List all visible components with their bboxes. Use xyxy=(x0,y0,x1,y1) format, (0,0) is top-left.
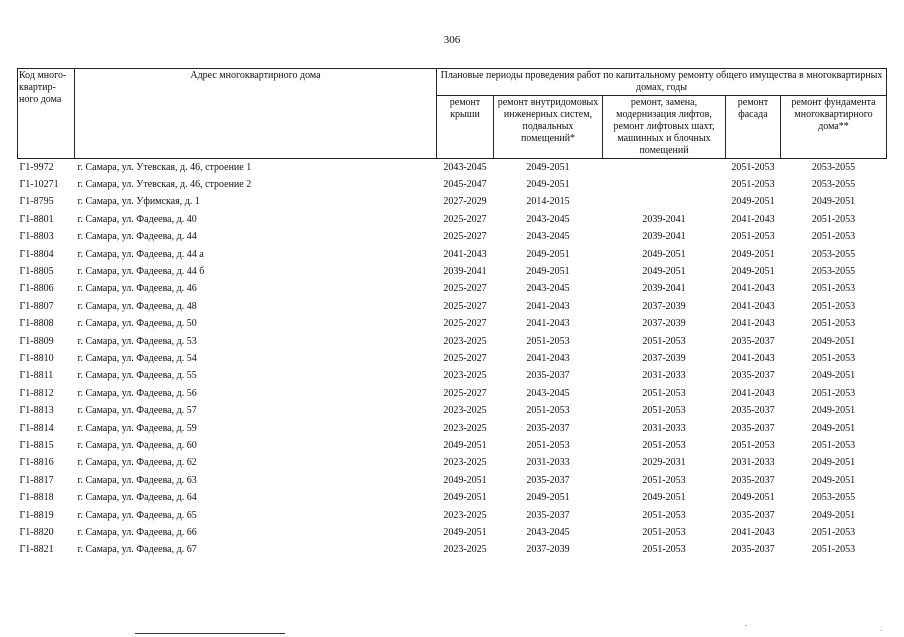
house-code: Г1-8812 xyxy=(19,387,54,399)
foundation-period: 2051-2053 xyxy=(811,300,856,312)
table-row xyxy=(18,316,887,333)
facade-period: 2035-2037 xyxy=(731,335,775,347)
systems-period: 2051-2053 xyxy=(526,335,570,347)
table-row xyxy=(18,524,887,541)
elevators-period: 2051-2053 xyxy=(642,509,686,521)
foundation-period: 2051-2053 xyxy=(811,439,856,451)
facade-period: 2051-2053 xyxy=(731,231,775,243)
facade-period: 2035-2037 xyxy=(731,474,775,486)
foundation-period: 2049-2051 xyxy=(811,405,856,417)
roof-period: 2023-2025 xyxy=(443,405,487,417)
table-row xyxy=(18,246,887,263)
facade-period: 2035-2037 xyxy=(731,422,775,434)
house-address: г. Самара, ул. Фадеева, д. 50 xyxy=(77,318,197,330)
header-foundation: ремонт фундамента многоквартирного дома** xyxy=(781,96,887,159)
systems-period: 2035-2037 xyxy=(526,509,570,521)
foundation-period: 2051-2053 xyxy=(811,352,856,364)
facade-period: 2049-2051 xyxy=(731,196,775,208)
foundation-period: 2051-2053 xyxy=(811,231,856,243)
house-address: г. Самара, ул. Фадеева, д. 56 xyxy=(77,387,197,399)
elevators-period: 2031-2033 xyxy=(642,370,686,382)
house-address: г. Самара, ул. Фадеева, д. 64 xyxy=(77,492,197,504)
facade-period: 2035-2037 xyxy=(731,544,775,556)
roof-period: 2025-2027 xyxy=(443,300,487,312)
systems-period: 2035-2037 xyxy=(526,422,570,434)
foundation-period: 2051-2053 xyxy=(811,318,856,330)
house-address: г. Самара, ул. Фадеева, д. 53 xyxy=(77,335,197,347)
house-address: г. Самара, ул. Фадеева, д. 63 xyxy=(77,474,197,486)
house-code: Г1-8815 xyxy=(19,439,54,451)
roof-period: 2023-2025 xyxy=(443,370,487,382)
elevators-period xyxy=(603,194,726,211)
table-row xyxy=(18,159,887,177)
house-address: г. Самара, ул. Утевская, д. 46, строение 1 xyxy=(77,161,252,173)
house-address: г. Самара, ул. Фадеева, д. 62 xyxy=(77,457,197,469)
house-code: Г1-8811 xyxy=(19,370,54,382)
systems-period: 2035-2037 xyxy=(526,474,570,486)
house-code: Г1-9972 xyxy=(19,161,54,173)
elevators-period: 2037-2039 xyxy=(642,318,686,330)
table-row xyxy=(18,420,887,437)
systems-period: 2049-2051 xyxy=(526,161,570,173)
roof-period: 2049-2051 xyxy=(443,439,487,451)
elevators-period: 2049-2051 xyxy=(642,266,686,278)
house-code: Г1-8819 xyxy=(19,509,54,521)
house-code: Г1-8805 xyxy=(19,266,54,278)
facade-period: 2035-2037 xyxy=(731,405,775,417)
foundation-period: 2049-2051 xyxy=(811,422,856,434)
roof-period: 2049-2051 xyxy=(443,474,487,486)
systems-period: 2049-2051 xyxy=(526,492,570,504)
table-row xyxy=(18,368,887,385)
foundation-period: 2051-2053 xyxy=(811,544,856,556)
foundation-period: 2053-2055 xyxy=(811,266,856,278)
house-address: г. Самара, ул. Фадеева, д. 55 xyxy=(77,370,197,382)
house-address: г. Самара, ул. Утевская, д. 46, строение 2 xyxy=(77,179,252,191)
roof-period: 2041-2043 xyxy=(443,248,487,260)
systems-period: 2041-2043 xyxy=(526,318,570,330)
foundation-period: 2053-2055 xyxy=(811,492,856,504)
facade-period: 2041-2043 xyxy=(731,283,775,295)
facade-period: 2049-2051 xyxy=(731,492,775,504)
foundation-period: 2049-2051 xyxy=(811,457,856,469)
house-address: г. Самара, ул. Фадеева, д. 46 xyxy=(77,283,197,295)
foundation-period: 2049-2051 xyxy=(811,474,856,486)
house-code: Г1-8821 xyxy=(19,544,54,556)
house-address: г. Самара, ул. Фадеева, д. 40 xyxy=(77,213,197,225)
roof-period: 2025-2027 xyxy=(443,318,487,330)
systems-period: 2051-2053 xyxy=(526,439,570,451)
roof-period: 2025-2027 xyxy=(443,213,487,225)
house-code: Г1-10271 xyxy=(19,179,59,191)
house-code: Г1-8817 xyxy=(19,474,54,486)
systems-period: 2041-2043 xyxy=(526,300,570,312)
header-systems: ремонт внутридомовых инженерных систем, подвальных помещений* xyxy=(494,96,603,159)
foundation-period: 2049-2051 xyxy=(811,196,856,208)
table-row xyxy=(18,211,887,228)
table-row xyxy=(18,507,887,524)
elevators-period: 2051-2053 xyxy=(642,474,686,486)
house-address: г. Самара, ул. Фадеева, д. 44 а xyxy=(77,248,204,260)
foundation-period: 2051-2053 xyxy=(811,387,856,399)
house-code: Г1-8801 xyxy=(19,213,54,225)
house-code: Г1-8804 xyxy=(19,248,54,260)
foundation-period: 2049-2051 xyxy=(811,335,856,347)
table-row xyxy=(18,402,887,419)
roof-period: 2025-2027 xyxy=(443,352,487,364)
roof-period: 2023-2025 xyxy=(443,544,487,556)
roof-period: 2025-2027 xyxy=(443,387,487,399)
house-address: г. Самара, ул. Фадеева, д. 44 б xyxy=(77,266,205,278)
house-code: Г1-8810 xyxy=(19,352,54,364)
foundation-period: 2053-2055 xyxy=(811,248,856,260)
elevators-period: 2051-2053 xyxy=(642,335,686,347)
systems-period: 2043-2045 xyxy=(526,231,570,243)
elevators-period: 2039-2041 xyxy=(642,283,686,295)
elevators-period xyxy=(603,176,726,193)
facade-period: 2049-2051 xyxy=(731,248,775,260)
elevators-period: 2051-2053 xyxy=(642,439,686,451)
table-row xyxy=(18,385,887,402)
table-row xyxy=(18,194,887,211)
systems-period: 2043-2045 xyxy=(526,526,570,538)
facade-period: 2051-2053 xyxy=(731,179,775,191)
house-address: г. Самара, ул. Фадеева, д. 67 xyxy=(77,544,197,556)
table-row xyxy=(18,263,887,280)
systems-period: 2049-2051 xyxy=(526,248,570,260)
roof-period: 2049-2051 xyxy=(443,526,487,538)
table-row xyxy=(18,333,887,350)
elevators-period: 2039-2041 xyxy=(642,231,686,243)
house-address: г. Самара, ул. Фадеева, д. 60 xyxy=(77,439,197,451)
house-address: г. Самара, ул. Фадеева, д. 65 xyxy=(77,509,197,521)
elevators-period: 2049-2051 xyxy=(642,248,686,260)
house-address: г. Самара, ул. Уфимская, д. 1 xyxy=(77,196,200,208)
roof-period: 2025-2027 xyxy=(443,231,487,243)
elevators-period: 2031-2033 xyxy=(642,422,686,434)
elevators-period: 2051-2053 xyxy=(642,526,686,538)
table-row xyxy=(18,229,887,246)
foundation-period: 2053-2055 xyxy=(811,161,856,173)
elevators-period: 2049-2051 xyxy=(642,492,686,504)
foundation-period: 2049-2051 xyxy=(811,509,856,521)
roof-period: 2045-2047 xyxy=(443,179,487,191)
header-address: Адрес многоквартирного дома xyxy=(75,69,437,159)
header-elevators: ремонт, замена, модернизация лифтов, ремонт лифтовых шахт, машинных и блочных помещений xyxy=(603,96,726,159)
facade-period: 2041-2043 xyxy=(731,318,775,330)
elevators-period: 2037-2039 xyxy=(642,300,686,312)
house-code: Г1-8806 xyxy=(19,283,54,295)
house-address: г. Самара, ул. Фадеева, д. 59 xyxy=(77,422,197,434)
table-row xyxy=(18,542,887,559)
house-address: г. Самара, ул. Фадеева, д. 57 xyxy=(77,405,197,417)
facade-period: 2049-2051 xyxy=(731,266,775,278)
facade-period: 2031-2033 xyxy=(731,457,775,469)
facade-period: 2051-2053 xyxy=(731,161,775,173)
systems-period: 2035-2037 xyxy=(526,370,570,382)
page-number: 306 xyxy=(443,34,461,46)
house-code: Г1-8818 xyxy=(19,492,54,504)
house-code: Г1-8809 xyxy=(19,335,54,347)
systems-period: 2037-2039 xyxy=(526,544,570,556)
header-code: Код много-квартир-ного дома xyxy=(18,69,75,159)
house-code: Г1-8816 xyxy=(19,457,54,469)
table-row xyxy=(18,455,887,472)
systems-period: 2043-2045 xyxy=(526,283,570,295)
facade-period: 2041-2043 xyxy=(731,352,775,364)
header-facade: ремонт фасада xyxy=(726,96,781,159)
facade-period: 2041-2043 xyxy=(731,526,775,538)
house-address: г. Самара, ул. Фадеева, д. 54 xyxy=(77,352,197,364)
roof-period: 2023-2025 xyxy=(443,509,487,521)
table-row xyxy=(18,281,887,298)
roof-period: 2049-2051 xyxy=(443,492,487,504)
house-code: Г1-8813 xyxy=(19,405,54,417)
house-address: г. Самара, ул. Фадеева, д. 44 xyxy=(77,231,197,243)
table-row xyxy=(18,350,887,367)
table-header xyxy=(18,69,887,159)
facade-period: 2041-2043 xyxy=(731,387,775,399)
systems-period: 2031-2033 xyxy=(526,457,570,469)
scan-speck xyxy=(880,630,882,631)
facade-period: 2051-2053 xyxy=(731,439,775,451)
header-roof: ремонт крыши xyxy=(437,96,494,159)
systems-period: 2043-2045 xyxy=(526,387,570,399)
roof-period: 2043-2045 xyxy=(443,161,487,173)
roof-period: 2025-2027 xyxy=(443,283,487,295)
systems-period: 2043-2045 xyxy=(526,213,570,225)
foundation-period: 2049-2051 xyxy=(811,370,856,382)
systems-period: 2041-2043 xyxy=(526,352,570,364)
table-row xyxy=(18,176,887,193)
house-code: Г1-8803 xyxy=(19,231,54,243)
elevators-period: 2051-2053 xyxy=(642,544,686,556)
systems-period: 2049-2051 xyxy=(526,179,570,191)
roof-period: 2023-2025 xyxy=(443,422,487,434)
elevators-period: 2029-2031 xyxy=(642,457,686,469)
foundation-period: 2051-2053 xyxy=(811,283,856,295)
elevators-period xyxy=(603,159,726,177)
roof-period: 2027-2029 xyxy=(443,196,487,208)
house-code: Г1-8808 xyxy=(19,318,54,330)
systems-period: 2049-2051 xyxy=(526,266,570,278)
table-row xyxy=(18,489,887,506)
foundation-period: 2051-2053 xyxy=(811,213,856,225)
systems-period: 2051-2053 xyxy=(526,405,570,417)
systems-period: 2014-2015 xyxy=(526,196,570,208)
house-address: г. Самара, ул. Фадеева, д. 66 xyxy=(77,526,197,538)
foundation-period: 2051-2053 xyxy=(811,526,856,538)
elevators-period: 2051-2053 xyxy=(642,405,686,417)
house-code: Г1-8814 xyxy=(19,422,54,434)
table-row xyxy=(18,437,887,454)
scan-speck xyxy=(745,625,747,626)
facade-period: 2035-2037 xyxy=(731,370,775,382)
capital-repair-table xyxy=(17,68,887,559)
facade-period: 2035-2037 xyxy=(731,509,775,521)
roof-period: 2039-2041 xyxy=(443,266,487,278)
house-code: Г1-8807 xyxy=(19,300,54,312)
roof-period: 2023-2025 xyxy=(443,457,487,469)
table-row xyxy=(18,472,887,489)
house-code: Г1-8795 xyxy=(19,196,54,208)
header-periods: Плановые периоды проведения работ по капитальному ремонту общего имущества в многоквартирных домах, годы xyxy=(437,69,887,96)
house-code: Г1-8820 xyxy=(19,526,54,538)
foundation-period: 2053-2055 xyxy=(811,179,856,191)
table-row xyxy=(18,298,887,315)
elevators-period: 2051-2053 xyxy=(642,387,686,399)
footnote-separator xyxy=(135,633,285,634)
house-address: г. Самара, ул. Фадеева, д. 48 xyxy=(77,300,197,312)
elevators-period: 2039-2041 xyxy=(642,213,686,225)
facade-period: 2041-2043 xyxy=(731,213,775,225)
roof-period: 2023-2025 xyxy=(443,335,487,347)
table-body xyxy=(18,159,887,559)
elevators-period: 2037-2039 xyxy=(642,352,686,364)
facade-period: 2041-2043 xyxy=(731,300,775,312)
